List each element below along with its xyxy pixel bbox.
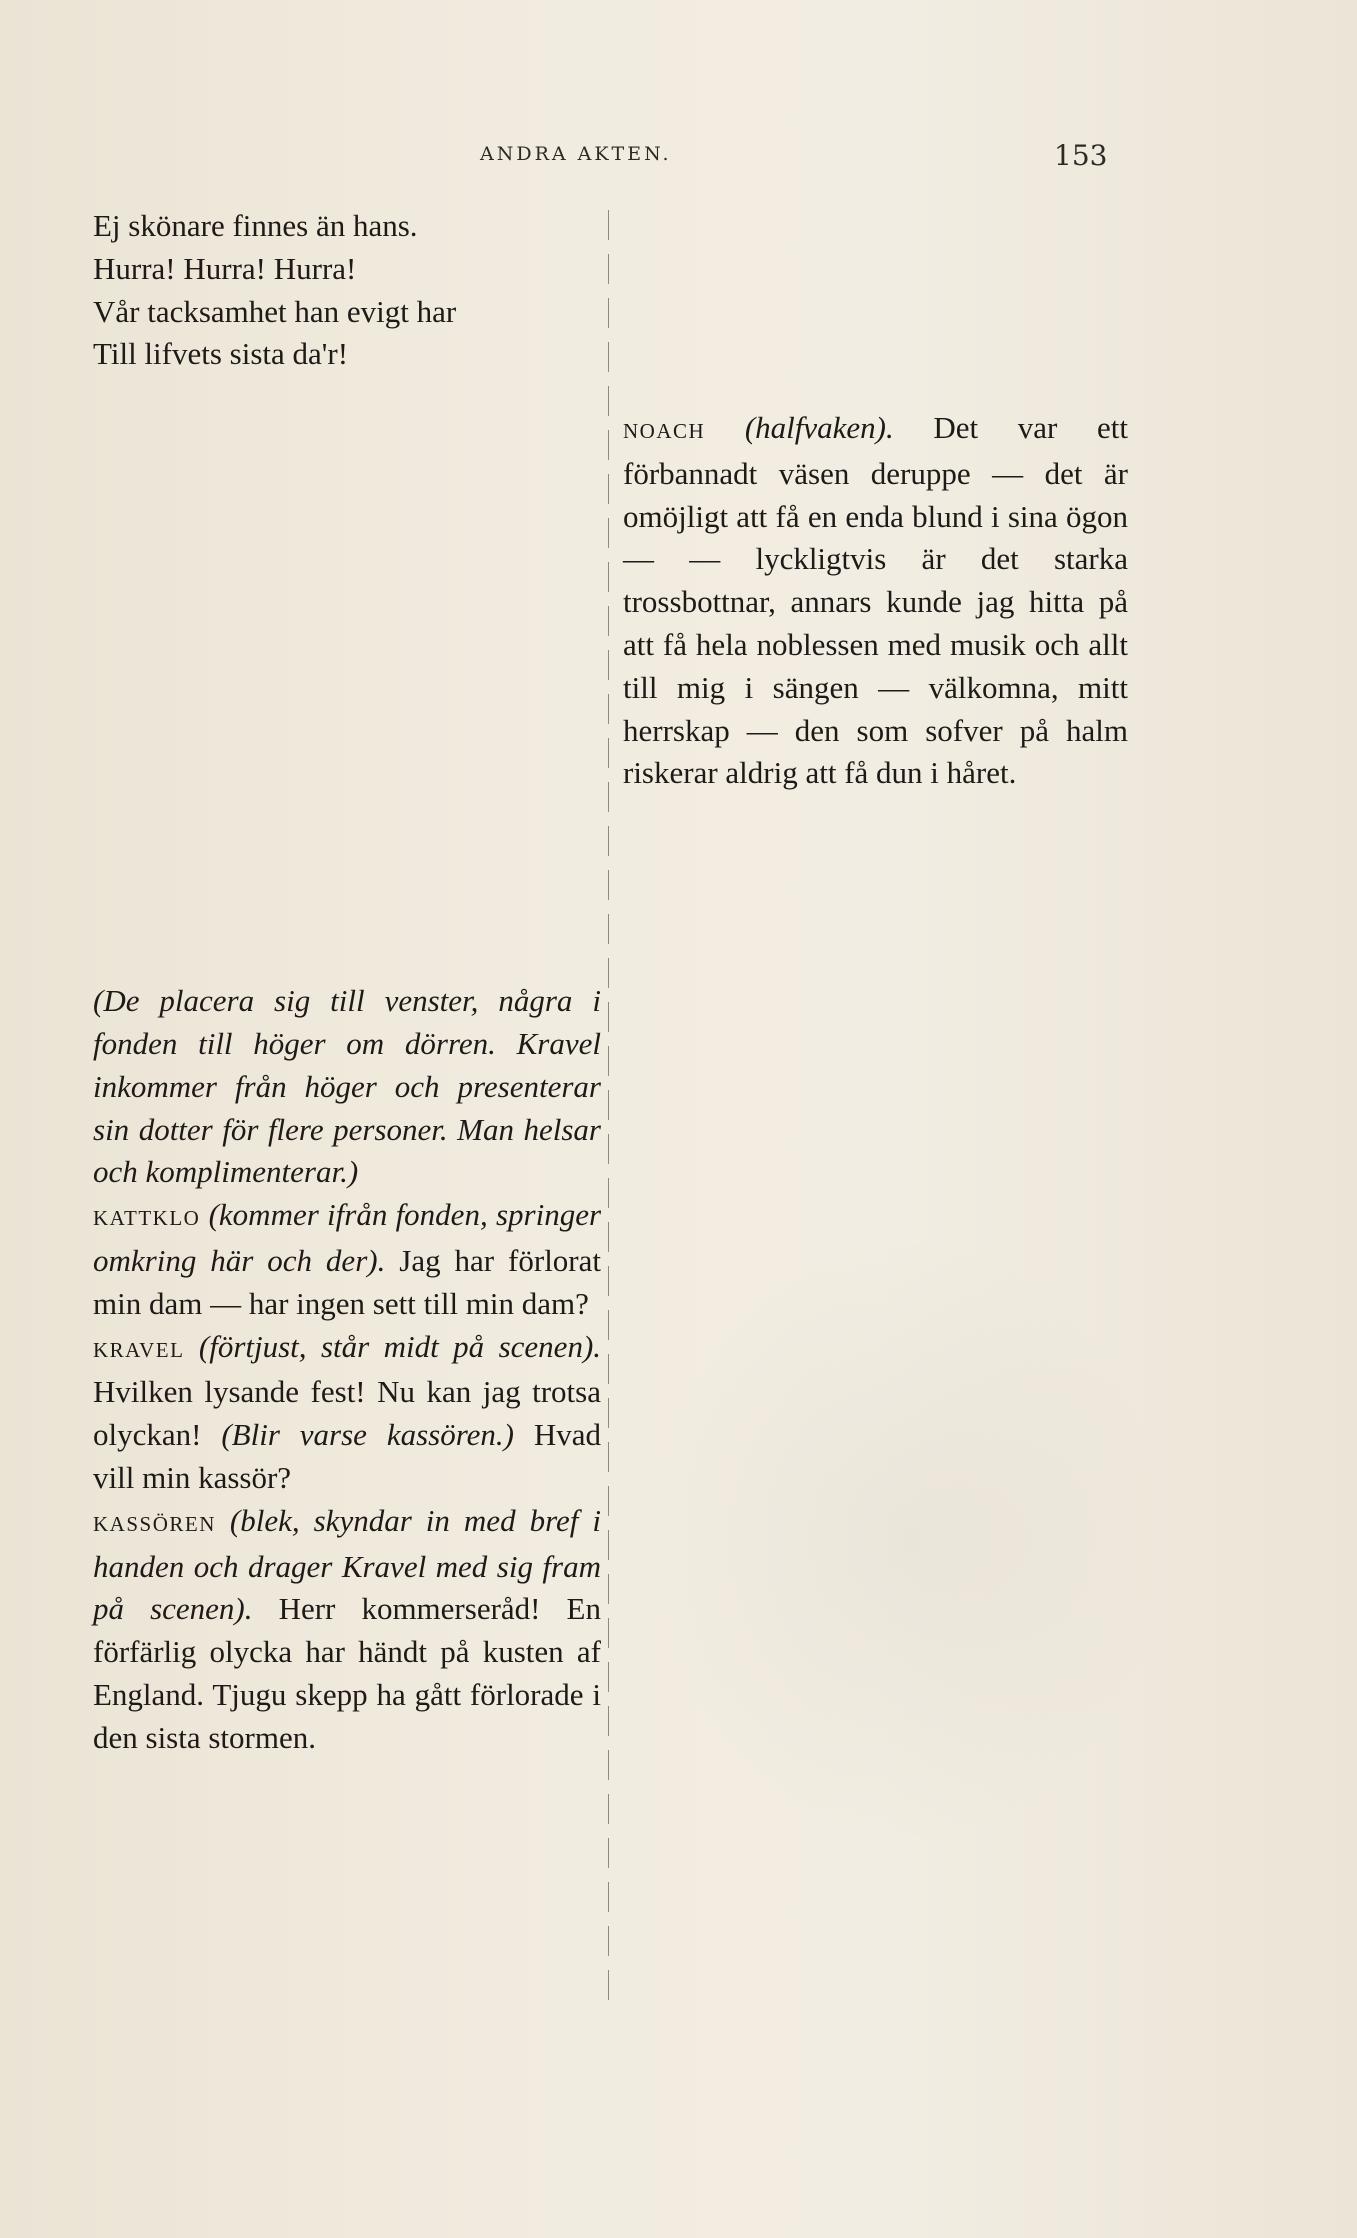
speech-noach <box>623 407 1128 795</box>
speech-text: Hvad vill min kassör? <box>93 1417 602 1495</box>
left-column <box>93 205 601 1760</box>
speech-text: Jag har förlorat min dam — har ingen sett till min dam? <box>93 1242 602 1321</box>
column-gap <box>93 376 601 980</box>
speech-kattklo <box>93 1194 601 1325</box>
speaker-name: KASSÖREN <box>93 1511 216 1536</box>
stage-direction: (De placera sig till venster, några i fonden till höger om dörren. Kravel inkommer från höger och presenterar sin dotter för flere personer. Man helsar och komplimenterar.) <box>93 983 601 1190</box>
speech-direction: (förtjust, står midt på scenen). <box>198 1328 602 1364</box>
right-column <box>623 407 1128 795</box>
speech-text: Herr kommerseråd! En förfärlig olycka har händt på kusten af England. Tjugu skepp ha gått förlorade i den sista stormen. <box>93 1591 601 1755</box>
page-number: 153 <box>1054 139 1108 172</box>
running-title: ANDRA AKTEN. <box>480 143 672 165</box>
speech-text: Hvilken lysande fest! Nu kan jag trotsa olyckan! <box>93 1374 601 1453</box>
column-divider <box>608 210 609 2010</box>
song-line: Ej skönare finnes än hans. <box>93 208 418 243</box>
song-line: Vår tacksamhet han evigt har <box>93 293 457 329</box>
speech-direction: (halfvaken). <box>744 410 894 445</box>
speaker-name: KATTKLO <box>93 1206 201 1231</box>
paper-bleed-through <box>650 1230 1170 1850</box>
song-line: Till lifvets sista da'r! <box>93 336 349 372</box>
speech-kassoren <box>93 1500 601 1760</box>
speech-direction: (kommer ifrån fonden, springer omkring här och der). <box>93 1197 602 1278</box>
song-stanza <box>93 205 601 376</box>
song-line: Hurra! Hurra! Hurra! <box>93 250 357 286</box>
speech-direction: (Blir varse kassören.) <box>221 1417 514 1453</box>
speech-text: Det var ett förbannadt väsen deruppe — det är omöjligt att få en enda blund i sina ögon — — lyckligtvis är det starka trossbottnar, annars kunde jag hitta på att få hela noblessen med musik och allt till mig i sängen — välkomna, mitt herrskap — den som sofver på halm riskerar aldrig att få dun i håret. <box>623 410 1129 791</box>
page-header <box>0 139 1357 173</box>
speaker-name: KRAVEL <box>93 1337 185 1362</box>
speaker-name: NOACH <box>623 419 706 443</box>
speech-direction: (blek, skyndar in med bref i handen och drager Kravel med sig fram på scenen). <box>93 1502 602 1627</box>
speech-kravel <box>93 1326 601 1500</box>
